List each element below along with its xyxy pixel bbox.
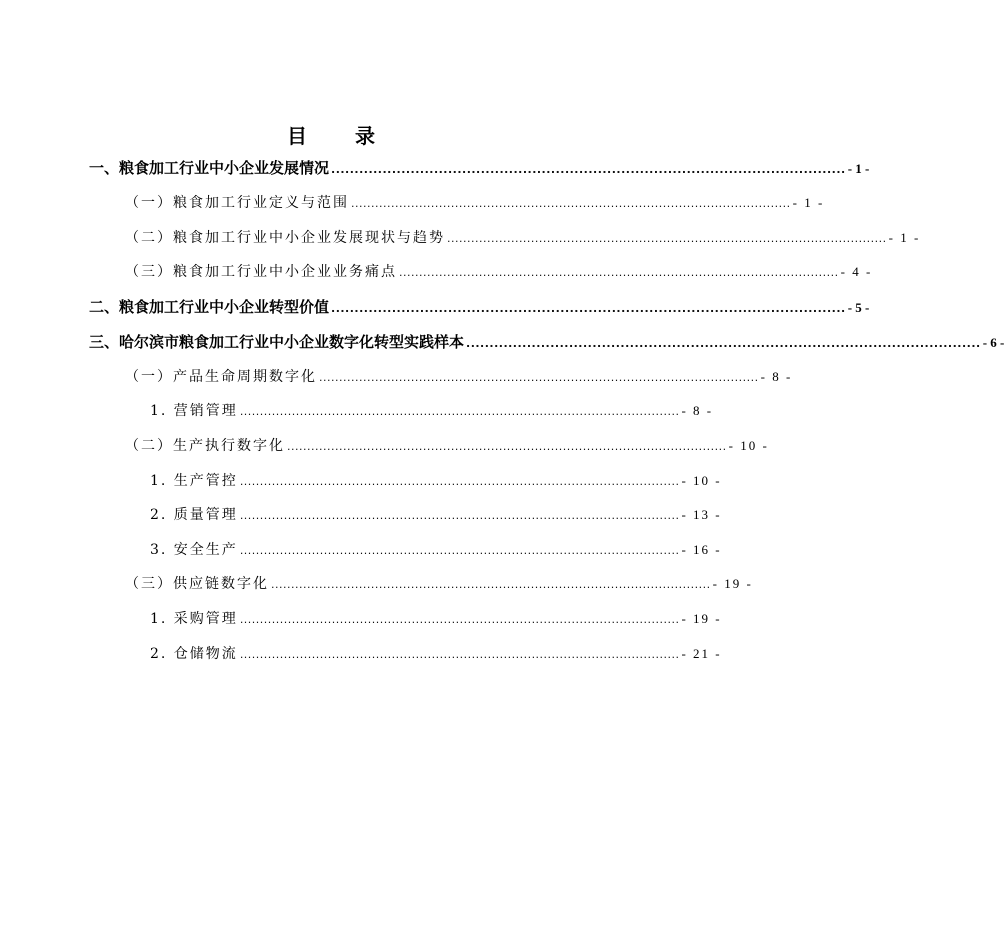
toc-entry-section-2[interactable]: [89, 296, 870, 318]
toc-entry-label: 2. 仓储物流: [150, 646, 238, 662]
toc-page-number: - 8 -: [760, 369, 793, 384]
toc-entry-item-3-1-1[interactable]: [150, 400, 714, 422]
toc-entry-label: 2. 质量管理: [150, 507, 238, 523]
toc-page-number: - 8 -: [681, 403, 714, 418]
toc-entry-subsection-3-2[interactable]: [125, 435, 769, 457]
toc-entry-label: （三）粮食加工行业中小企业业务痛点: [125, 264, 397, 280]
toc-page-number: - 5 -: [847, 300, 870, 315]
dot-leader: ..............................................................................................................: [399, 266, 839, 279]
dot-leader: ..............................................................................................................: [319, 371, 759, 384]
toc-entry-item-3-2-3[interactable]: [150, 539, 722, 561]
dot-leader: ..............................................................................................................: [351, 197, 791, 210]
toc-entry-subsection-1-1[interactable]: [125, 192, 825, 214]
toc-entry-label: （一）产品生命周期数字化: [125, 369, 317, 385]
toc-page-number: - 1 -: [888, 230, 921, 245]
toc-title: 目 录: [287, 124, 389, 148]
toc-page-number: - 10 -: [681, 473, 722, 488]
toc-page-number: - 21 -: [681, 646, 722, 661]
toc-entry-item-3-2-1[interactable]: [150, 470, 722, 492]
toc-page-number: - 16 -: [681, 542, 722, 557]
toc-entry-subsection-1-2[interactable]: [125, 227, 921, 249]
toc-entry-label: 3. 安全生产: [150, 542, 238, 558]
toc-entry-subsection-3-3[interactable]: [125, 573, 753, 595]
dot-leader: ..............................................................................................................: [331, 302, 846, 315]
toc-entry-label: 1. 营销管理: [150, 403, 238, 419]
dot-leader: ..............................................................................................................: [447, 232, 887, 245]
toc-entry-label: 1. 生产管控: [150, 473, 238, 489]
toc-page-number: - 1 -: [792, 195, 825, 210]
toc-page-number: - 4 -: [840, 264, 873, 279]
dot-leader: ..............................................................................................................: [239, 509, 680, 522]
dot-leader: ..............................................................................................................: [466, 337, 981, 350]
toc-entry-label: 一、粮食加工行业中小企业发展情况: [89, 159, 330, 177]
toc-entry-label: （二）生产执行数字化: [125, 438, 285, 454]
toc-entry-label: 二、粮食加工行业中小企业转型价值: [89, 298, 330, 316]
dot-leader: ..............................................................................................................: [271, 578, 711, 591]
dot-leader: ..............................................................................................................: [239, 405, 680, 418]
toc-entry-item-3-3-2[interactable]: [150, 643, 722, 665]
toc-entry-label: 1. 采购管理: [150, 611, 238, 627]
toc-entry-label: （二）粮食加工行业中小企业发展现状与趋势: [125, 230, 445, 246]
toc-entry-label: （一）粮食加工行业定义与范围: [125, 195, 349, 211]
toc-entry-item-3-2-2[interactable]: [150, 504, 722, 526]
toc-entry-subsection-1-3[interactable]: [125, 261, 873, 283]
toc-entry-label: 三、哈尔滨市粮食加工行业中小企业数字化转型实践样本: [89, 333, 465, 351]
toc-entry-subsection-3-1[interactable]: [125, 366, 793, 388]
toc-entry-label: （三）供应链数字化: [125, 576, 269, 592]
toc-page-number: - 6 -: [982, 335, 1004, 350]
toc-page-number: - 10 -: [728, 438, 769, 453]
toc-page-number: - 13 -: [681, 507, 722, 522]
dot-leader: ..............................................................................................................: [331, 163, 846, 176]
toc-entry-item-3-3-1[interactable]: [150, 608, 722, 630]
dot-leader: ..............................................................................................................: [239, 648, 680, 661]
toc-page-number: - 1 -: [847, 161, 870, 176]
toc-page-number: - 19 -: [712, 576, 753, 591]
dot-leader: ..............................................................................................................: [239, 544, 680, 557]
dot-leader: ..............................................................................................................: [239, 475, 680, 488]
toc-entry-section-3[interactable]: [89, 331, 1004, 353]
dot-leader: ..............................................................................................................: [239, 613, 680, 626]
toc-entry-section-1[interactable]: [89, 157, 870, 179]
toc-page-number: - 19 -: [681, 611, 722, 626]
dot-leader: ..............................................................................................................: [287, 440, 727, 453]
